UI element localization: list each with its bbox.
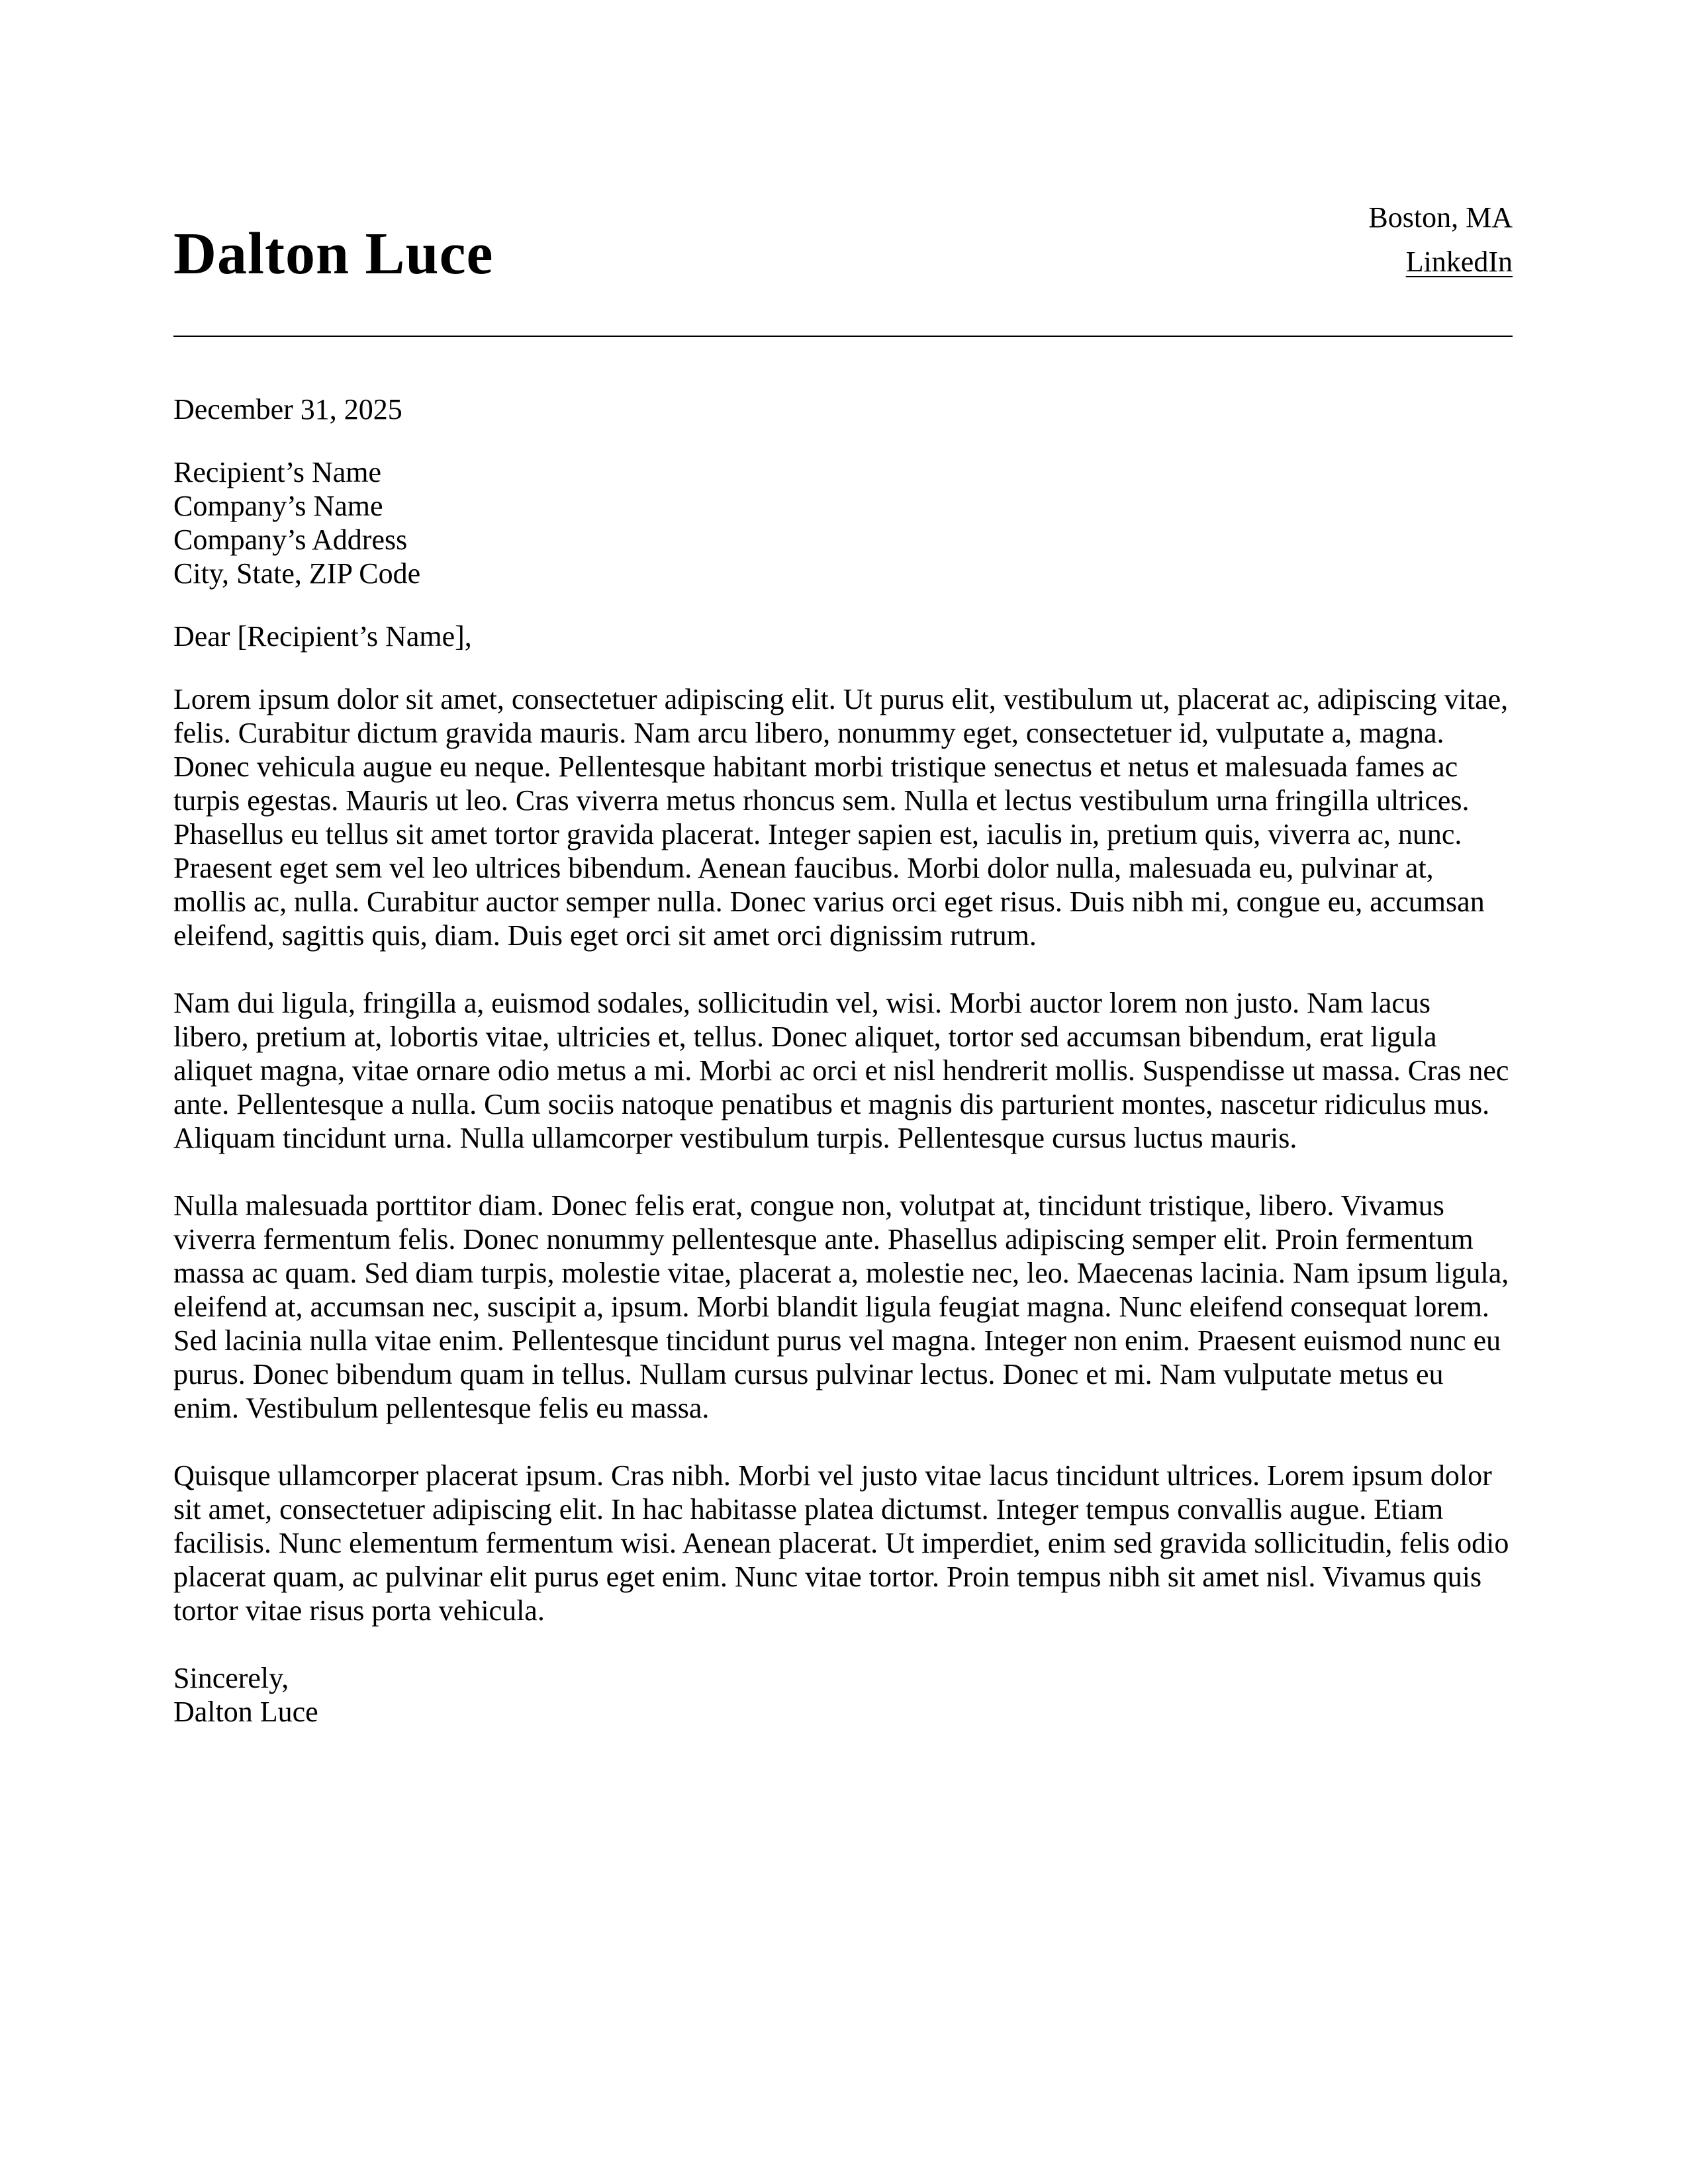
location-text: Boston, MA [1368,201,1513,234]
closing-block [173,1661,1513,1729]
date-text: December 31, 2025 [173,393,402,426]
contact-block [1368,195,1513,284]
valediction-text: Sincerely, [173,1662,289,1694]
recipient-line: Company’s Address [173,523,408,556]
linkedin-link-line [1368,240,1513,284]
paragraph: Quisque ullamcorper placerat ipsum. Cras nibh. Morbi vel justo vitae lacus tincidunt ultrices. Lorem ipsum dolor sit amet, consectetuer adipiscing elit. In hac habitasse platea dictumst. Integer tempus convallis augue. Etiam facilisis. Nunc elementum fermentum wisi. Aenean placerat. Ut imperdiet, enim sed gravida sollicitudin, felis odio placerat quam, ac pulvinar elit purus eget enim. Nunc vitae tortor. Proin tempus nibh sit amet nisl. Vivamus quis tortor vitae risus porta vehicula. [173,1459,1509,1627]
header-divider [173,336,1513,337]
letter-body [173,392,1513,1729]
paragraph: Nam dui ligula, fringilla a, euismod sodales, sollicitudin vel, wisi. Morbi auctor lorem non justo. Nam lacus libero, pretium at, lobortis vitae, ultricies et, tellus. Donec aliquet, tortor sed accumsan bibendum, erat ligula aliquet magna, vitae ornare odio metus a mi. Morbi ac orci et nisl hendrerit mollis. Suspendisse ut massa. Cras nec ante. Pellentesque a nulla. Cum sociis natoque penatibus et magnis dis parturient montes, nascetur ridiculus mus. Aliquam tincidunt urna. Nulla ullamcorper vestibulum turpis. Pellentesque cursus luctus mauris. [173,987,1509,1154]
recipient-line: Recipient’s Name [173,456,382,488]
recipient-line: Company’s Name [173,490,383,522]
linkedin-link[interactable]: LinkedIn [1405,246,1513,278]
recipient-line: City, State, ZIP Code [173,557,421,590]
signature-text: Dalton Luce [173,1696,318,1728]
paragraph: Lorem ipsum dolor sit amet, consectetuer adipiscing elit. Ut purus elit, vestibulum ut, placerat ac, adipiscing vitae, felis. Curabitur dictum gravida mauris. Nam arcu libero, nonummy eget, consectetuer id, vulputate a, magna. Donec vehicula augue eu neque. Pellentesque habitant morbi tristique senectus et netus et malesuada fames ac turpis egestas. Mauris ut leo. Cras viverra metus rhoncus sem. Nulla et lectus vestibulum urna fringilla ultrices. Phasellus eu tellus sit amet tortor gravida placerat. Integer sapien est, iaculis in, pretium quis, viverra ac, nunc. Praesent eget sem vel leo ultrices bibendum. Aenean faucibus. Morbi dolor nulla, malesuada eu, pulvinar at, mollis ac, nulla. Curabitur auctor semper nulla. Donec varius orci eget risus. Duis nibh mi, congue eu, accumsan eleifend, sagittis quis, diam. Duis eget orci sit amet orci dignissim rutrum. [173,683,1509,952]
paragraph: Nulla malesuada porttitor diam. Donec felis erat, congue non, volutpat at, tincidunt tristique, libero. Vivamus viverra fermentum felis. Donec nonummy pellentesque ante. Phasellus adipiscing semper elit. Proin fermentum massa ac quam. Sed diam turpis, molestie vitae, placerat a, molestie nec, leo. Maecenas lacinia. Nam ipsum ligula, eleifend at, accumsan nec, suscipit a, ipsum. Morbi blandit ligula feugiat magna. Nunc eleifend consequat lorem. Sed lacinia nulla vitae enim. Pellentesque tincidunt purus vel magna. Integer non enim. Praesent euismod nunc eu purus. Donec bibendum quam in tellus. Nullam cursus pulvinar lectus. Donec et mi. Nam vulputate metus eu enim. Vestibulum pellentesque felis eu massa. [173,1189,1509,1424]
salutation-text: Dear [Recipient’s Name], [173,620,472,653]
letterhead [173,195,1513,287]
recipient-block [173,455,1513,590]
page-title: Dalton Luce [173,221,494,287]
